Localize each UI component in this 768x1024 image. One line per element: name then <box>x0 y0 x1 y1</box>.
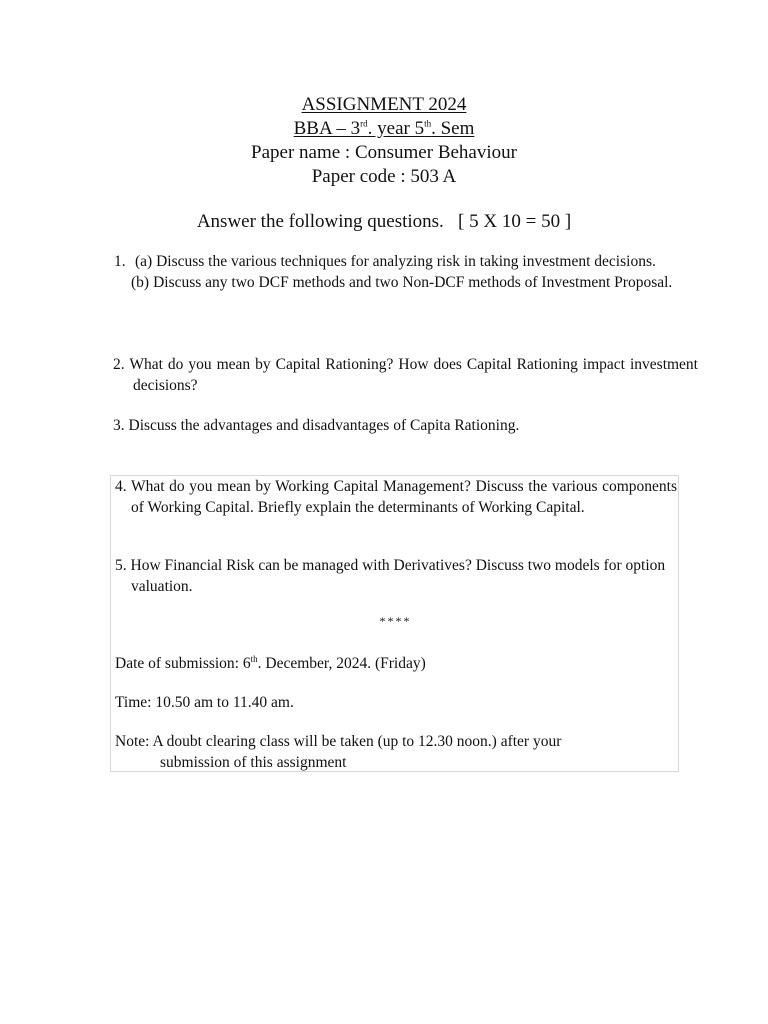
paper-name: Paper name : Consumer Behaviour <box>251 142 517 163</box>
question-4-text: 4. What do you mean by Working Capital Management? Discuss the various components of Working Capital. Briefly explain the determinants of Working Capital. <box>115 478 677 516</box>
course-ordinal-1: rd <box>360 118 368 129</box>
submission-time: Time: 10.50 am to 11.40 am. <box>115 694 294 711</box>
question-1-number: 1. <box>114 253 126 270</box>
question-1-part-b-label: (b) <box>131 273 150 291</box>
question-2: 2. What do you mean by Capital Rationing? How does Capital Rationing impact investment decisions? <box>113 356 698 394</box>
submission-date <box>115 654 426 675</box>
question-1 <box>114 252 678 293</box>
submission-date-prefix: Date of submission: 6 <box>115 655 251 672</box>
note-line-1: Note: A doubt clearing class will be taken (up to 12.30 noon.) after your <box>115 733 562 750</box>
section-separator: **** <box>379 614 412 628</box>
question-1-part-b <box>114 273 678 294</box>
course-prefix: BBA – 3 <box>293 118 361 139</box>
question-5-text: 5. How Financial Risk can be managed with Derivatives? Discuss two models for option valuation. <box>115 557 666 595</box>
submission-date-suffix: . December, 2024. (Friday) <box>257 655 426 672</box>
submission-note <box>115 732 675 773</box>
question-4 <box>115 477 677 518</box>
course-line <box>0 117 768 141</box>
paper-code: Paper code : 503 A <box>311 166 457 187</box>
instruction-line <box>0 210 768 234</box>
instruction-text: Answer the following questions. [ 5 X 10 = 50 ] <box>196 211 572 232</box>
question-1-part-b-text: Discuss any two DCF methods and two Non-DCF methods of Investment Proposal. <box>153 273 673 291</box>
note-line-2: submission of this assignment <box>160 753 347 771</box>
course-ordinal-2: th <box>424 118 432 129</box>
question-3: 3. Discuss the advantages and disadvantages of Capita Rationing. <box>113 417 520 434</box>
bordered-section <box>110 475 679 772</box>
question-5 <box>115 556 677 597</box>
course-mid: . year 5 <box>367 118 425 139</box>
assignment-title: ASSIGNMENT 2024 <box>301 94 467 115</box>
submission-date-ordinal: th <box>250 653 258 664</box>
question-1-part-a <box>114 252 678 273</box>
course-suffix: . Sem <box>431 118 475 139</box>
assignment-header <box>0 93 768 189</box>
question-1-part-a-text: (a) Discuss the various techniques for analyzing risk in taking investment decisions. <box>135 253 656 270</box>
